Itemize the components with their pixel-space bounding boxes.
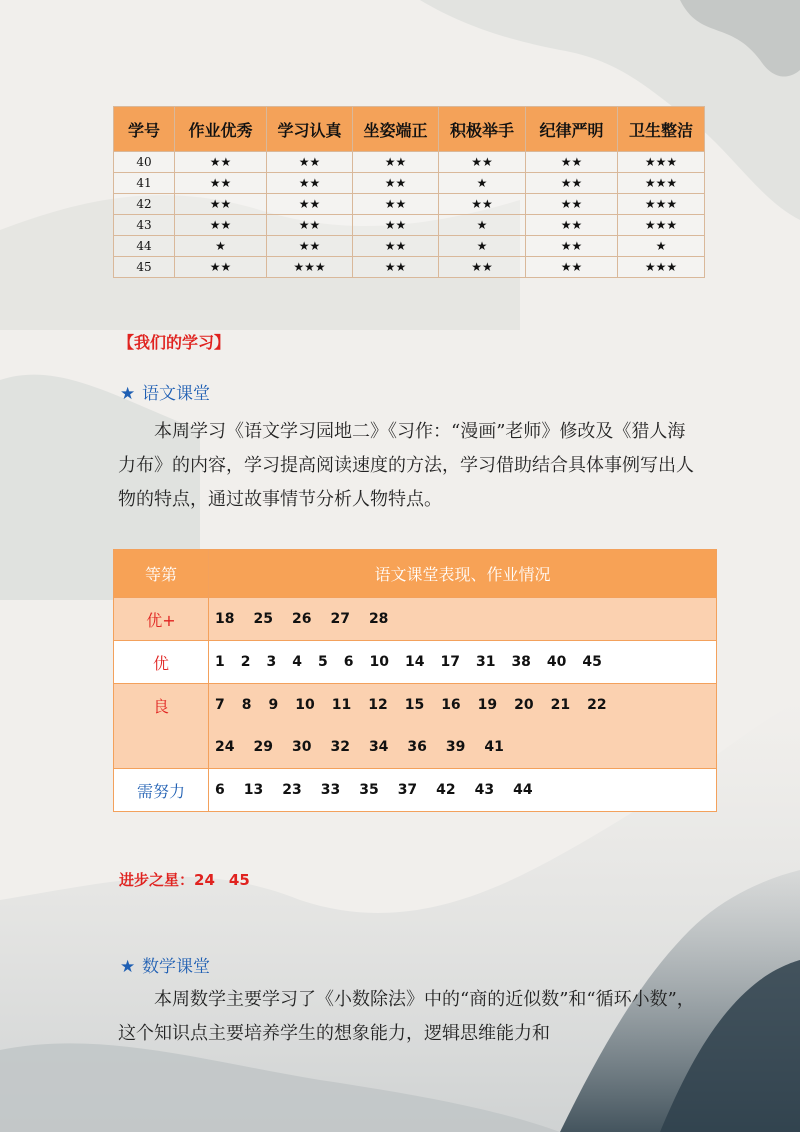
student-number: 1 xyxy=(215,654,225,670)
student-number: 12 xyxy=(368,697,388,713)
student-number: 3 xyxy=(266,654,277,670)
table-row xyxy=(114,215,705,236)
table-row xyxy=(114,236,705,257)
student-number: 35 xyxy=(359,782,379,798)
grade-row-needs-effort xyxy=(114,769,717,812)
student-id: 41 xyxy=(114,173,175,194)
student-number: 18 xyxy=(215,611,235,627)
student-number: 38 xyxy=(511,654,531,670)
star-rating: ★★ xyxy=(526,257,618,278)
student-number: 45 xyxy=(582,654,602,670)
grade-header-description: 语文课堂表现、作业情况 xyxy=(209,550,717,598)
progress-star-value: 24 xyxy=(194,871,215,889)
star-rating: ★ xyxy=(618,236,705,257)
math-class-title: 数学课堂 xyxy=(142,957,210,977)
grade-level-text: 需努力 xyxy=(136,781,185,801)
student-number: 6 xyxy=(215,782,225,798)
star-rating: ★ xyxy=(439,236,526,257)
chinese-class-heading xyxy=(120,379,210,404)
star-rating: ★ xyxy=(439,215,526,236)
star-rating: ★★★ xyxy=(618,152,705,173)
conduct-header-raise-hand: 积极举手 xyxy=(439,107,526,152)
conduct-header-discipline: 纪律严明 xyxy=(526,107,618,152)
table-row xyxy=(114,173,705,194)
student-number: 23 xyxy=(282,782,302,798)
student-id: 42 xyxy=(114,194,175,215)
student-number: 9 xyxy=(268,697,279,713)
student-number: 34 xyxy=(368,739,389,755)
star-rating: ★★ xyxy=(526,173,618,194)
grade-row-excellent-plus xyxy=(114,598,717,641)
conduct-header-row xyxy=(114,107,705,152)
conduct-header-diligent: 学习认真 xyxy=(267,107,353,152)
student-number: 36 xyxy=(407,739,427,755)
progress-star-value: 45 xyxy=(228,871,250,889)
student-number: 39 xyxy=(445,739,466,755)
math-class-paragraph: 本周数学主要学习了《小数除法》中的“商的近似数”和“循环小数”，这个知识点主要培养学生的想象能力，逻辑思维能力和 xyxy=(118,989,695,1044)
student-number-line xyxy=(209,726,716,768)
star-rating: ★★ xyxy=(353,152,439,173)
student-number: 11 xyxy=(331,697,352,713)
conduct-header-posture: 坐姿端正 xyxy=(353,107,439,152)
student-number: 37 xyxy=(397,782,418,798)
student-number: 29 xyxy=(253,739,273,755)
grade-student-list xyxy=(209,769,717,812)
student-number: 14 xyxy=(404,654,425,670)
student-number: 21 xyxy=(550,697,571,713)
student-number: 41 xyxy=(484,739,504,755)
student-number: 44 xyxy=(513,782,533,798)
student-number: 42 xyxy=(436,782,456,798)
star-rating: ★★ xyxy=(267,236,353,257)
star-rating: ★★ xyxy=(439,194,526,215)
grade-row-excellent xyxy=(114,641,717,684)
star-rating: ★★★ xyxy=(618,257,705,278)
star-rating: ★★ xyxy=(353,215,439,236)
star-rating: ★★ xyxy=(353,257,439,278)
table-row xyxy=(114,257,705,278)
star-rating: ★★ xyxy=(439,152,526,173)
student-number: 24 xyxy=(215,739,235,755)
student-number: 6 xyxy=(343,654,354,670)
star-rating: ★★ xyxy=(175,152,267,173)
star-rating: ★★ xyxy=(175,215,267,236)
student-number: 10 xyxy=(369,654,389,670)
star-rating: ★★ xyxy=(267,152,353,173)
star-rating: ★★ xyxy=(175,173,267,194)
student-number: 10 xyxy=(295,697,315,713)
conduct-header-hygiene: 卫生整洁 xyxy=(618,107,705,152)
progress-star xyxy=(119,869,250,890)
grade-level-label xyxy=(114,641,209,684)
student-id: 43 xyxy=(114,215,175,236)
star-rating: ★★ xyxy=(353,173,439,194)
student-number: 31 xyxy=(475,654,496,670)
star-rating: ★★ xyxy=(267,215,353,236)
section-title-our-learning: 【我们的学习】 xyxy=(118,333,231,352)
star-rating: ★★ xyxy=(526,152,618,173)
star-rating: ★★ xyxy=(526,215,618,236)
grade-level-text: 良 xyxy=(152,696,169,716)
table-row xyxy=(114,194,705,215)
student-number: 7 xyxy=(215,697,225,713)
student-number: 25 xyxy=(253,611,273,627)
star-rating: ★★ xyxy=(439,257,526,278)
conduct-header-id: 学号 xyxy=(114,107,175,152)
student-number: 40 xyxy=(546,654,567,670)
student-number: 13 xyxy=(243,782,264,798)
grade-table xyxy=(113,549,717,812)
conduct-table xyxy=(113,106,705,278)
student-id: 40 xyxy=(114,152,175,173)
grade-level-label xyxy=(114,598,209,641)
student-number: 2 xyxy=(240,654,251,670)
student-number: 32 xyxy=(330,739,350,755)
student-number: 26 xyxy=(291,611,312,627)
grade-row-good xyxy=(114,684,717,769)
star-icon: ★ xyxy=(120,384,136,404)
grade-level-label xyxy=(114,684,209,769)
student-number: 28 xyxy=(368,611,389,627)
grade-level-text: 优 xyxy=(152,653,169,673)
grade-level-text: 优+ xyxy=(146,610,176,630)
star-rating: ★ xyxy=(439,173,526,194)
student-number-line xyxy=(209,598,716,640)
star-rating: ★★ xyxy=(353,236,439,257)
star-rating: ★★★ xyxy=(267,257,353,278)
grade-level-label xyxy=(114,769,209,812)
grade-header-level: 等第 xyxy=(114,550,209,598)
student-id: 44 xyxy=(114,236,175,257)
progress-star-label: 进步之星： xyxy=(119,871,195,889)
star-rating: ★★ xyxy=(267,173,353,194)
chinese-class-paragraph: 本周学习《语文学习园地二》《习作：“漫画”老师》修改及《猎人海力布》的内容，学习提高阅读速度的方法，学习借助结合具体事例写出人物的特点，通过故事情节分析人物特点。 xyxy=(118,421,694,510)
student-number: 33 xyxy=(320,782,341,798)
star-rating: ★★ xyxy=(175,257,267,278)
student-number: 19 xyxy=(477,697,498,713)
student-number: 22 xyxy=(587,697,607,713)
student-number: 20 xyxy=(514,697,534,713)
student-number: 43 xyxy=(474,782,495,798)
student-number: 27 xyxy=(330,611,350,627)
student-number: 17 xyxy=(440,654,460,670)
star-rating: ★★ xyxy=(526,236,618,257)
star-rating: ★★ xyxy=(267,194,353,215)
star-rating: ★ xyxy=(175,236,267,257)
chinese-class-title: 语文课堂 xyxy=(142,384,210,404)
star-icon: ★ xyxy=(120,957,136,977)
math-class-heading xyxy=(120,952,210,977)
star-rating: ★★ xyxy=(175,194,267,215)
star-rating: ★★ xyxy=(353,194,439,215)
student-number: 15 xyxy=(404,697,425,713)
student-number: 8 xyxy=(241,697,252,713)
table-row xyxy=(114,152,705,173)
student-number-line xyxy=(209,769,716,811)
star-rating: ★★ xyxy=(526,194,618,215)
grade-student-list xyxy=(209,641,717,684)
student-number: 4 xyxy=(292,654,302,670)
grade-student-list xyxy=(209,598,717,641)
student-number: 16 xyxy=(441,697,461,713)
student-number: 30 xyxy=(291,739,312,755)
student-number-line xyxy=(209,641,716,683)
star-rating: ★★★ xyxy=(618,215,705,236)
star-rating: ★★★ xyxy=(618,173,705,194)
grade-student-list xyxy=(209,684,717,769)
student-number-line xyxy=(209,684,716,726)
student-id: 45 xyxy=(114,257,175,278)
student-number: 5 xyxy=(318,654,328,670)
conduct-header-homework: 作业优秀 xyxy=(175,107,267,152)
star-rating: ★★★ xyxy=(618,194,705,215)
grade-header-row xyxy=(114,550,717,598)
